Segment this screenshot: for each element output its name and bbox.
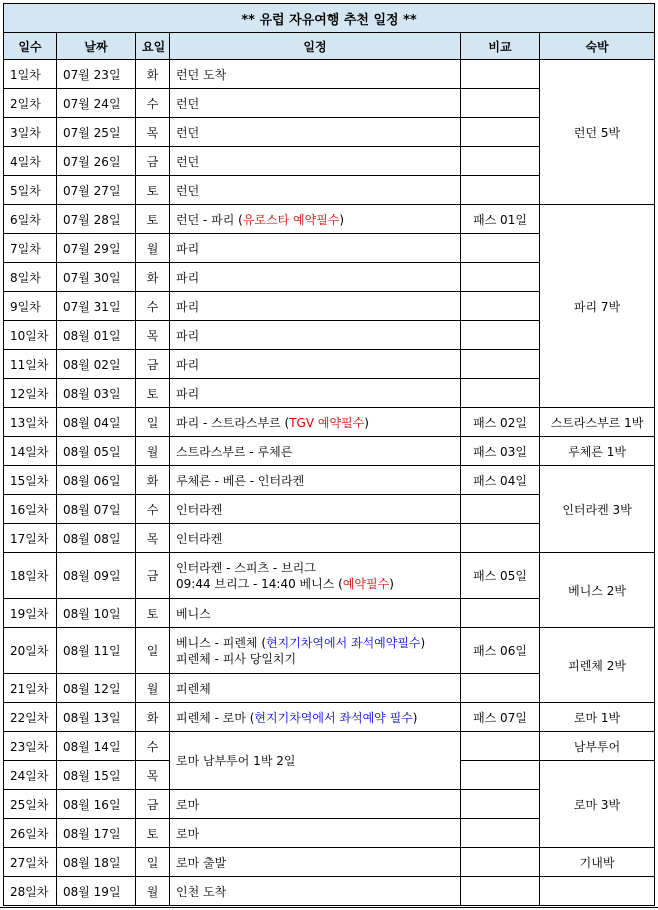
header-stay: 숙박 <box>540 33 655 60</box>
date-cell: 08월 02일 <box>57 350 136 379</box>
plan-cell: 인천 도착 <box>170 877 461 906</box>
weekday-cell: 일 <box>136 848 170 877</box>
plan-text: 피렌체 - 피사 당일치기 <box>176 651 297 666</box>
weekday-cell: 토 <box>136 205 170 234</box>
plan-text: ) <box>339 212 345 227</box>
day-cell: 28일차 <box>4 877 57 906</box>
header-weekday: 요일 <box>136 33 170 60</box>
plan-cell: 베니스 <box>170 599 461 628</box>
date-cell: 07월 25일 <box>57 118 136 147</box>
stay-cell: 피렌체 2박 <box>540 628 655 703</box>
plan-cell <box>170 628 461 674</box>
reservation-note: 유로스타 예약필수 <box>242 212 340 227</box>
table-row <box>4 60 655 89</box>
weekday-cell: 목 <box>136 524 170 553</box>
weekday-cell: 일 <box>136 628 170 674</box>
date-cell: 08월 04일 <box>57 408 136 437</box>
stay-cell: 스트라스부르 1박 <box>540 408 655 437</box>
note-cell: 패스 03일 <box>461 437 540 466</box>
note-cell <box>461 848 540 877</box>
note-cell <box>461 321 540 350</box>
date-cell: 08월 11일 <box>57 628 136 674</box>
note-cell <box>461 118 540 147</box>
day-cell: 1일차 <box>4 60 57 89</box>
plan-text: ) <box>412 710 418 725</box>
note-cell: 패스 07일 <box>461 703 540 732</box>
day-cell: 24일차 <box>4 761 57 790</box>
plan-cell: 로마 <box>170 819 461 848</box>
itinerary-sheet <box>3 3 654 906</box>
note-cell: 패스 06일 <box>461 628 540 674</box>
table-row <box>4 408 655 437</box>
weekday-cell: 수 <box>136 495 170 524</box>
weekday-cell: 화 <box>136 703 170 732</box>
note-cell: 패스 01일 <box>461 205 540 234</box>
weekday-cell: 월 <box>136 674 170 703</box>
note-cell <box>461 599 540 628</box>
weekday-cell: 목 <box>136 761 170 790</box>
weekday-cell: 금 <box>136 350 170 379</box>
day-cell: 14일차 <box>4 437 57 466</box>
day-cell: 7일차 <box>4 234 57 263</box>
weekday-cell: 목 <box>136 118 170 147</box>
stay-cell: 로마 1박 <box>540 703 655 732</box>
note-cell <box>461 60 540 89</box>
stay-cell: 로마 3박 <box>540 761 655 848</box>
stay-cell: 베니스 2박 <box>540 553 655 628</box>
date-cell: 07월 31일 <box>57 292 136 321</box>
table-row <box>4 437 655 466</box>
page-title: ** 유럽 자유여행 추천 일정 ** <box>4 4 655 33</box>
plan-cell: 파리 <box>170 234 461 263</box>
plan-cell: 인터라켄 <box>170 524 461 553</box>
weekday-cell: 화 <box>136 466 170 495</box>
table-row <box>4 732 655 761</box>
note-cell: 패스 02일 <box>461 408 540 437</box>
date-cell: 07월 23일 <box>57 60 136 89</box>
weekday-cell: 금 <box>136 553 170 599</box>
day-cell: 3일차 <box>4 118 57 147</box>
plan-cell: 런던 <box>170 89 461 118</box>
note-cell <box>461 819 540 848</box>
note-cell <box>461 877 540 906</box>
note-cell <box>461 350 540 379</box>
date-cell: 08월 13일 <box>57 703 136 732</box>
date-cell: 08월 05일 <box>57 437 136 466</box>
table-row <box>4 877 655 906</box>
weekday-cell: 토 <box>136 176 170 205</box>
table-row <box>4 703 655 732</box>
date-cell: 08월 18일 <box>57 848 136 877</box>
day-cell: 2일차 <box>4 89 57 118</box>
note-cell <box>461 761 540 790</box>
plan-cell: 로마 남부투어 1박 2일 <box>170 732 461 790</box>
header-plan: 일정 <box>170 33 461 60</box>
date-cell: 07월 30일 <box>57 263 136 292</box>
weekday-cell: 금 <box>136 147 170 176</box>
table-row <box>4 848 655 877</box>
plan-cell: 피렌체 <box>170 674 461 703</box>
table-row <box>4 466 655 495</box>
date-cell: 08월 12일 <box>57 674 136 703</box>
plan-text: 런던 - 파리 ( <box>176 212 243 227</box>
weekday-cell: 수 <box>136 89 170 118</box>
date-cell: 08월 08일 <box>57 524 136 553</box>
plan-cell <box>170 553 461 599</box>
note-cell <box>461 263 540 292</box>
plan-cell: 파리 <box>170 379 461 408</box>
note-cell <box>461 495 540 524</box>
weekday-cell: 월 <box>136 234 170 263</box>
plan-text: 베니스 - 피렌체 ( <box>176 635 267 650</box>
plan-cell: 루체른 - 베른 - 인터라켄 <box>170 466 461 495</box>
weekday-cell: 수 <box>136 292 170 321</box>
plan-text: ) <box>364 415 369 430</box>
note-cell <box>461 176 540 205</box>
day-cell: 13일차 <box>4 408 57 437</box>
plan-cell: 런던 도착 <box>170 60 461 89</box>
date-cell: 08월 16일 <box>57 790 136 819</box>
day-cell: 9일차 <box>4 292 57 321</box>
plan-cell: 파리 <box>170 292 461 321</box>
day-cell: 25일차 <box>4 790 57 819</box>
title-row <box>4 4 655 33</box>
plan-text: ) <box>389 576 394 591</box>
reservation-note: 현지기차역에서 좌석예약필수 <box>266 635 421 650</box>
plan-text: 피렌체 - 로마 ( <box>176 710 255 725</box>
day-cell: 5일차 <box>4 176 57 205</box>
note-cell <box>461 234 540 263</box>
day-cell: 27일차 <box>4 848 57 877</box>
date-cell: 08월 14일 <box>57 732 136 761</box>
day-cell: 21일차 <box>4 674 57 703</box>
reservation-note: TGV 예약필수 <box>289 415 365 430</box>
note-cell <box>461 790 540 819</box>
plan-cell: 파리 <box>170 263 461 292</box>
note-cell <box>461 292 540 321</box>
date-cell: 08월 07일 <box>57 495 136 524</box>
table-row <box>4 553 655 599</box>
bottom-border-line <box>0 907 658 908</box>
plan-cell: 인터라켄 <box>170 495 461 524</box>
note-cell <box>461 147 540 176</box>
note-cell <box>461 732 540 761</box>
day-cell: 23일차 <box>4 732 57 761</box>
plan-cell: 런던 <box>170 176 461 205</box>
plan-cell: 로마 <box>170 790 461 819</box>
plan-cell: 스트라스부르 - 루체른 <box>170 437 461 466</box>
stay-cell: 파리 7박 <box>540 205 655 408</box>
day-cell: 22일차 <box>4 703 57 732</box>
plan-text: 09:44 브리그 - 14:40 베니스 ( <box>176 576 343 591</box>
day-cell: 10일차 <box>4 321 57 350</box>
stay-cell: 런던 5박 <box>540 60 655 205</box>
plan-cell: 로마 출발 <box>170 848 461 877</box>
header-row <box>4 33 655 60</box>
weekday-cell: 수 <box>136 732 170 761</box>
date-cell: 08월 01일 <box>57 321 136 350</box>
date-cell: 07월 26일 <box>57 147 136 176</box>
weekday-cell: 화 <box>136 60 170 89</box>
date-cell: 08월 10일 <box>57 599 136 628</box>
date-cell: 08월 19일 <box>57 877 136 906</box>
note-cell: 패스 05일 <box>461 553 540 599</box>
plan-line <box>176 651 454 667</box>
reservation-note: 현지기차역에서 좌석예약 필수 <box>254 710 413 725</box>
plan-cell <box>170 205 461 234</box>
plan-cell: 런던 <box>170 147 461 176</box>
plan-line <box>176 560 454 576</box>
date-cell: 07월 24일 <box>57 89 136 118</box>
plan-cell: 런던 <box>170 118 461 147</box>
weekday-cell: 목 <box>136 321 170 350</box>
date-cell: 08월 06일 <box>57 466 136 495</box>
plan-line <box>176 635 454 651</box>
itinerary-table <box>3 3 655 906</box>
note-cell <box>461 89 540 118</box>
header-day: 일수 <box>4 33 57 60</box>
date-cell: 07월 27일 <box>57 176 136 205</box>
stay-cell <box>540 877 655 906</box>
day-cell: 17일차 <box>4 524 57 553</box>
note-cell: 패스 04일 <box>461 466 540 495</box>
day-cell: 16일차 <box>4 495 57 524</box>
table-row <box>4 205 655 234</box>
weekday-cell: 월 <box>136 877 170 906</box>
date-cell: 08월 09일 <box>57 553 136 599</box>
day-cell: 15일차 <box>4 466 57 495</box>
note-cell <box>461 674 540 703</box>
date-cell: 07월 28일 <box>57 205 136 234</box>
weekday-cell: 토 <box>136 599 170 628</box>
date-cell: 08월 03일 <box>57 379 136 408</box>
date-cell: 08월 15일 <box>57 761 136 790</box>
plan-text: 파리 - 스트라스부르 ( <box>176 415 290 430</box>
header-date: 날짜 <box>57 33 136 60</box>
plan-text: ) <box>420 635 426 650</box>
stay-cell: 남부투어 <box>540 732 655 761</box>
table-row <box>4 628 655 674</box>
date-cell: 07월 29일 <box>57 234 136 263</box>
day-cell: 12일차 <box>4 379 57 408</box>
day-cell: 20일차 <box>4 628 57 674</box>
plan-text: 인터라켄 - 스피츠 - 브리그 <box>176 560 316 575</box>
weekday-cell: 토 <box>136 379 170 408</box>
plan-line <box>176 576 454 592</box>
note-cell <box>461 524 540 553</box>
day-cell: 8일차 <box>4 263 57 292</box>
stay-cell: 인터라켄 3박 <box>540 466 655 553</box>
weekday-cell: 월 <box>136 437 170 466</box>
header-note: 비교 <box>461 33 540 60</box>
note-cell <box>461 379 540 408</box>
day-cell: 18일차 <box>4 553 57 599</box>
weekday-cell: 일 <box>136 408 170 437</box>
day-cell: 6일차 <box>4 205 57 234</box>
reservation-note: 예약필수 <box>342 576 390 591</box>
day-cell: 4일차 <box>4 147 57 176</box>
day-cell: 19일차 <box>4 599 57 628</box>
plan-cell <box>170 703 461 732</box>
plan-cell <box>170 408 461 437</box>
plan-cell: 파리 <box>170 321 461 350</box>
day-cell: 26일차 <box>4 819 57 848</box>
weekday-cell: 화 <box>136 263 170 292</box>
stay-cell: 루체른 1박 <box>540 437 655 466</box>
stay-cell: 기내박 <box>540 848 655 877</box>
date-cell: 08월 17일 <box>57 819 136 848</box>
plan-cell: 파리 <box>170 350 461 379</box>
weekday-cell: 토 <box>136 819 170 848</box>
weekday-cell: 금 <box>136 790 170 819</box>
day-cell: 11일차 <box>4 350 57 379</box>
